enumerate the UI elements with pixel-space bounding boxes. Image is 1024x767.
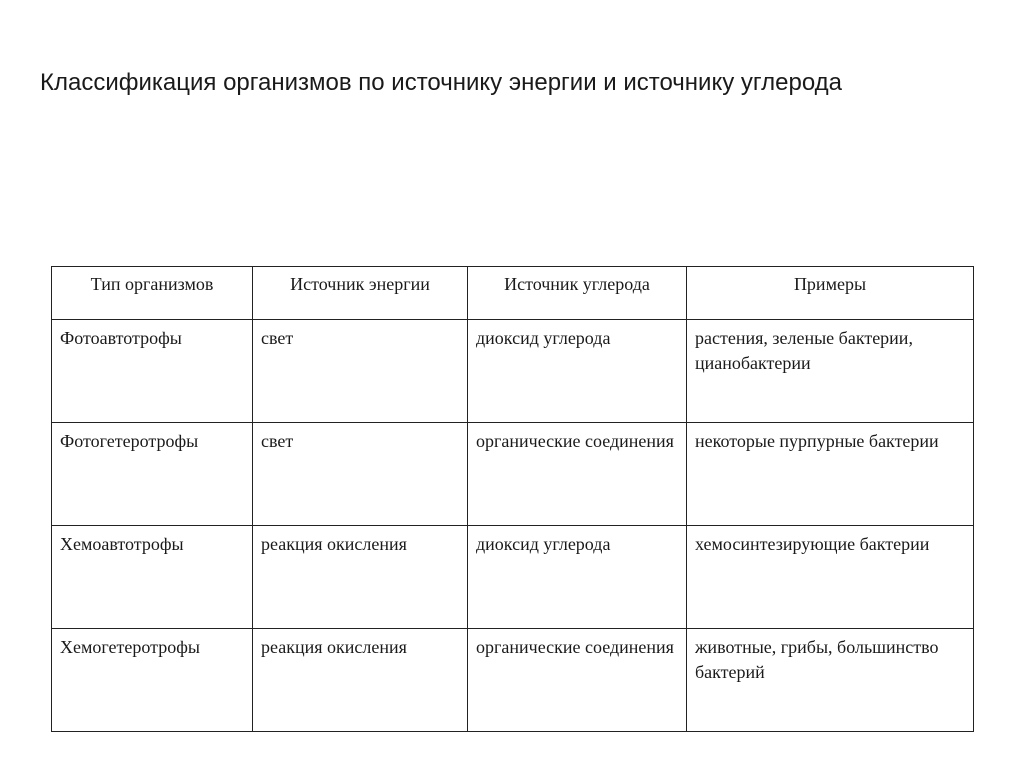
- cell-carbon-source: органические соединения: [468, 423, 687, 526]
- cell-energy-source: реакция окисления: [253, 629, 468, 732]
- table-row: [52, 526, 974, 629]
- cell-energy-source: свет: [253, 320, 468, 423]
- header-examples: Примеры: [687, 267, 974, 320]
- cell-organism-type: Хемогетеротрофы: [52, 629, 253, 732]
- slide-title: Классификация организмов по источнику энергии и источнику углерода: [40, 69, 842, 96]
- cell-examples: животные, грибы, большинство бактерий: [687, 629, 974, 732]
- table-row: [52, 320, 974, 423]
- table-row: [52, 423, 974, 526]
- header-energy-source: Источник энергии: [253, 267, 468, 320]
- cell-carbon-source: органические соединения: [468, 629, 687, 732]
- cell-organism-type: Фотоавтотрофы: [52, 320, 253, 423]
- cell-energy-source: реакция окисления: [253, 526, 468, 629]
- table-row: [52, 629, 974, 732]
- cell-organism-type: Фотогетеротрофы: [52, 423, 253, 526]
- cell-organism-type: Хемоавтотрофы: [52, 526, 253, 629]
- header-organism-type: Тип организмов: [52, 267, 253, 320]
- cell-examples: хемосинтезирующие бактерии: [687, 526, 974, 629]
- table-header-row: [52, 267, 974, 320]
- header-carbon-source: Источник углерода: [468, 267, 687, 320]
- cell-examples: некоторые пурпурные бактерии: [687, 423, 974, 526]
- cell-carbon-source: диоксид углерода: [468, 526, 687, 629]
- classification-table: [51, 266, 974, 732]
- cell-examples: растения, зеленые бактерии, цианобактерии: [687, 320, 974, 423]
- cell-energy-source: свет: [253, 423, 468, 526]
- cell-carbon-source: диоксид углерода: [468, 320, 687, 423]
